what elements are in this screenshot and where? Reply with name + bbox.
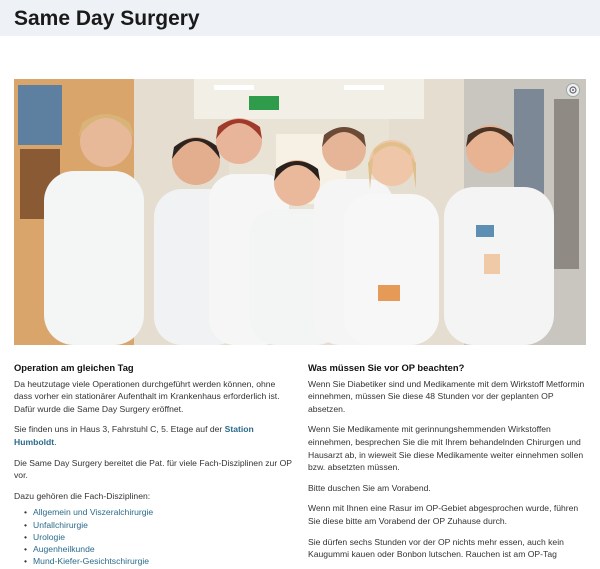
- before-surgery-section: [308, 362, 588, 569]
- page-title: Same Day Surgery: [14, 7, 200, 30]
- intro-paragraph: Da heutzutage viele Operationen durchgeführt werden können, ohne dass vorher ein stationärer Aufenthalt im Krankenhaus erforderlich ist. Dafür wurde die Same Day Surgery eröffnet.: [14, 378, 280, 414]
- photo-zoom-icon[interactable]: [566, 83, 580, 97]
- metformin-paragraph: Wenn Sie Diabetiker sind und Medikamente mit dem Wirkstoff Metformin einnehmen, müssen Sie diese 48 Stunden vor der geplanten OP absetzen.: [308, 378, 585, 414]
- gear-icon: [567, 84, 579, 96]
- team-photo: [14, 79, 586, 345]
- anticoagulant-paragraph: Wenn Sie Medikamente mit gerinnungshemmenden Wirkstoffen einnehmen, besprechen Sie die mit Ihrem behandelnden Chirurgen und Hausarzt ab, in wieweit Sie diese Medikamente weiter einnehmen sollen bzw. absetzten müssen.: [308, 424, 584, 473]
- list-item: [24, 519, 294, 531]
- fasting-paragraph: Sie dürfen sechs Stunden vor der OP nichts mehr essen, auch kein Kaugummi kauen oder Bonbon lutschen. Rauchen ist am OP-Tag: [308, 536, 564, 560]
- location-paragraph: [14, 423, 294, 448]
- title-bar: [0, 0, 600, 36]
- list-item: [24, 555, 294, 567]
- disciplines-intro: Dazu gehören die Fach-Disziplinen:: [14, 490, 151, 501]
- list-item: [24, 543, 294, 555]
- same-day-info-section: [14, 362, 294, 567]
- discipline-link[interactable]: Allgemein und Viszeralchirurgie: [33, 507, 154, 518]
- list-item: [24, 531, 294, 543]
- discipline-link[interactable]: Urologie: [33, 531, 66, 542]
- section-heading-right: Was müssen Sie vor OP beachten?: [308, 362, 465, 373]
- discipline-link[interactable]: Mund-Kiefer-Gesichtschirurgie: [33, 556, 150, 567]
- preparation-paragraph: Die Same Day Surgery bereitet die Pat. für viele Fach-Disziplinen zur OP vor.: [14, 457, 292, 481]
- shave-paragraph: Wenn mit Ihnen eine Rasur im OP-Gebiet abgesprochen wurde, führen Sie diese bitte am Vorabend der OP Zuhause durch.: [308, 503, 579, 526]
- team-photo-illustration: [14, 79, 586, 345]
- shower-paragraph: Bitte duschen Sie am Vorabend.: [308, 482, 431, 493]
- location-suffix: .: [54, 436, 57, 447]
- station-humboldt-link[interactable]: Station Humboldt: [14, 424, 254, 447]
- disciplines-list: [24, 506, 294, 567]
- section-heading-left: Operation am gleichen Tag: [14, 362, 134, 373]
- discipline-link[interactable]: Unfallchirurgie: [33, 519, 88, 530]
- location-text: Sie finden uns in Haus 3, Fahrstuhl C, 5. Etage auf der: [14, 424, 225, 435]
- discipline-link[interactable]: Augenheilkunde: [33, 543, 95, 554]
- list-item: [24, 506, 294, 518]
